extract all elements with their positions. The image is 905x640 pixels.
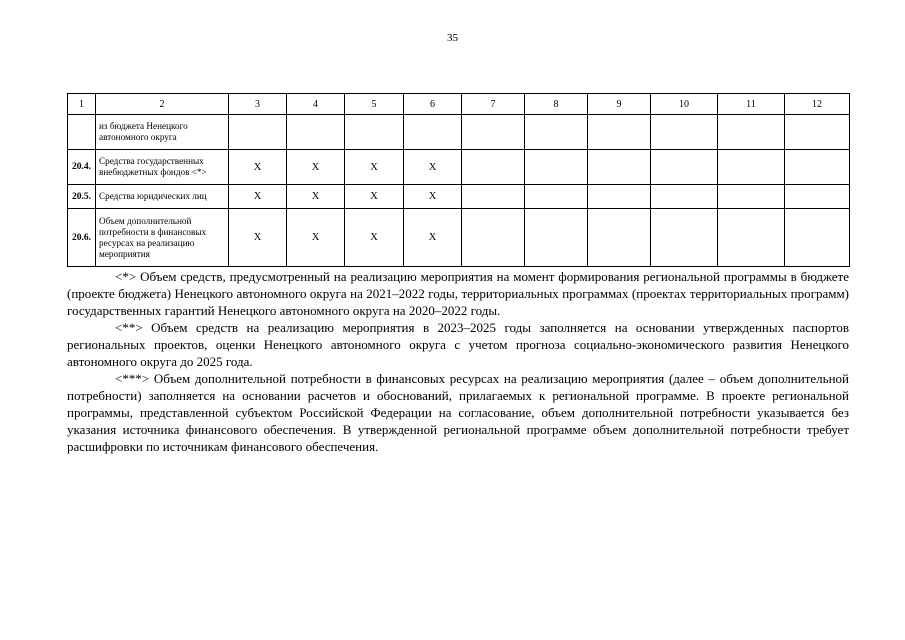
table-cell (651, 150, 718, 185)
table-cell (718, 150, 785, 185)
table-cell (588, 185, 651, 209)
footnote-2: <**> Объем средств на реализацию мероприятия в 2023–2025 годы заполняется на основании утвержденных паспортов региональных проектов, оценки Ненецкого автономного округа с учетом прогноза социально-экономического развития Ненецкого автономного округа до 2025 года. (67, 320, 849, 369)
row-number: 20.6. (68, 209, 96, 267)
row-name: Средства государственных внебюджетных фондов <*> (96, 150, 229, 185)
table-cell: X (287, 150, 345, 185)
column-header: 1 (68, 94, 96, 115)
column-header: 11 (718, 94, 785, 115)
footnote-3: <***> Объем дополнительной потребности в финансовых ресурсах на реализацию мероприятия (далее – объем дополнительной потребности) заполняется на основании расчетов и обоснований, прилагаемых к региональной программе. В проекте региональной программы, представленной субъектом Российской Федерации на согласование, объем дополнительной потребности указывается без указания источника финансового обеспечения. В утвержденной региональной программе объем дополнительной потребности требует расшифровки по источникам финансового обеспечения. (67, 371, 849, 454)
column-header: 8 (525, 94, 588, 115)
table-cell (785, 115, 850, 150)
table-cell: X (404, 150, 462, 185)
table-cell (785, 150, 850, 185)
table-cell (718, 115, 785, 150)
table-cell: X (404, 185, 462, 209)
table-cell (525, 115, 588, 150)
table-cell: X (345, 150, 404, 185)
page-number: 35 (447, 32, 458, 44)
table-cell (651, 115, 718, 150)
table-cell: X (229, 209, 287, 267)
table-cell (525, 150, 588, 185)
row-name: Объем дополнительной потребности в финансовых ресурсах на реализацию мероприятия (96, 209, 229, 267)
table-cell (651, 185, 718, 209)
table-cell (229, 115, 287, 150)
column-header: 7 (462, 94, 525, 115)
table-cell (588, 209, 651, 267)
table-cell (462, 185, 525, 209)
column-header: 10 (651, 94, 718, 115)
table-cell (718, 185, 785, 209)
row-number: 20.4. (68, 150, 96, 185)
table-cell (785, 185, 850, 209)
table-row (68, 115, 850, 150)
table-cell (588, 115, 651, 150)
table-cell: X (404, 209, 462, 267)
table-cell (287, 115, 345, 150)
column-header: 6 (404, 94, 462, 115)
table-cell (718, 209, 785, 267)
column-header: 12 (785, 94, 850, 115)
table-row (68, 150, 850, 185)
table-cell: X (287, 209, 345, 267)
column-header: 5 (345, 94, 404, 115)
table-cell: X (345, 185, 404, 209)
table-row (68, 185, 850, 209)
column-header: 9 (588, 94, 651, 115)
table-cell (345, 115, 404, 150)
table-cell (462, 209, 525, 267)
table-cell (525, 209, 588, 267)
funding-table (67, 93, 850, 267)
row-name: из бюджета Ненецкого автономного округа (96, 115, 229, 150)
table-cell: X (229, 185, 287, 209)
table-cell: X (229, 150, 287, 185)
table-cell (525, 185, 588, 209)
table-header-row (68, 94, 850, 115)
row-name: Средства юридических лиц (96, 185, 229, 209)
table-cell: X (287, 185, 345, 209)
column-header: 4 (287, 94, 345, 115)
table-row (68, 209, 850, 267)
row-number: 20.5. (68, 185, 96, 209)
table-cell (404, 115, 462, 150)
column-header: 3 (229, 94, 287, 115)
row-number (68, 115, 96, 150)
footnote-1: <*> Объем средств, предусмотренный на реализацию мероприятия на момент формирования региональной программы в бюджете (проекте бюджета) Ненецкого автономного округа на 2021–2022 годы, территориальных программах (проектах территориальных программ) государственных гарантий Ненецкого автономного округа на 2020–2022 годы. (67, 269, 849, 318)
column-header: 2 (96, 94, 229, 115)
table-cell (462, 150, 525, 185)
table-cell (462, 115, 525, 150)
table-cell: X (345, 209, 404, 267)
footnotes (67, 268, 849, 455)
table-cell (588, 150, 651, 185)
table-cell (651, 209, 718, 267)
table-cell (785, 209, 850, 267)
